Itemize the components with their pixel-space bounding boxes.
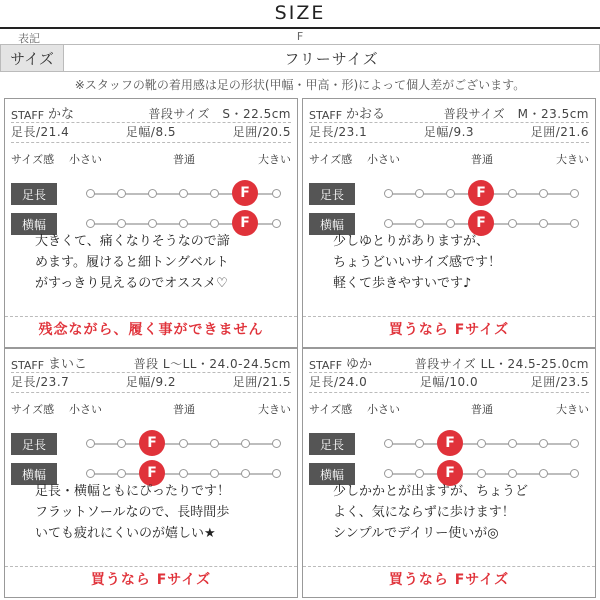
staff-name: ゆか — [346, 357, 373, 372]
length-row-label: 足長 — [11, 433, 57, 455]
length-row-label: 足長 — [309, 183, 355, 205]
staff-name: かおる — [346, 107, 386, 122]
scale-dot — [508, 189, 517, 198]
purchase-verdict: 買うなら Fサイズ — [303, 316, 595, 343]
scale-dot — [272, 469, 281, 478]
scale-large-label: 大きい — [258, 403, 291, 416]
width-row-label: 横幅 — [11, 213, 57, 235]
scale-dot — [570, 439, 579, 448]
scale-dot — [179, 469, 188, 478]
scale-dot — [86, 469, 95, 478]
scale-dot — [508, 439, 517, 448]
staff-tag: STAFF — [11, 109, 45, 122]
scale-dot — [539, 219, 548, 228]
scale-dot — [446, 219, 455, 228]
scale-dot — [117, 189, 126, 198]
staff-card — [4, 348, 298, 598]
scale-dot — [86, 189, 95, 198]
divider — [309, 392, 589, 393]
foot-girth: 足囲/20.5 — [232, 125, 291, 139]
scale-dot — [446, 189, 455, 198]
scale-dot — [570, 219, 579, 228]
scale-dot — [384, 189, 393, 198]
scale-small-label: 小さい — [69, 153, 102, 166]
staff-comment: 大きくて、痛くなりそうなので諦 めます。履けると細トングベルト がすっきり見えるのでオススメ♡ — [35, 234, 230, 291]
staff-card — [4, 98, 298, 348]
scale-small-label: 小さい — [367, 403, 400, 416]
scale-dot — [86, 219, 95, 228]
scale-dot — [148, 219, 157, 228]
foot-width: 足幅/9.3 — [423, 125, 475, 139]
scale-dot — [415, 219, 424, 228]
width-row-label: 横幅 — [11, 463, 57, 485]
size-feel-label: サイズ感 — [11, 403, 55, 416]
fit-marker: F — [232, 180, 258, 206]
fit-marker: F — [437, 430, 463, 456]
scale-dot — [272, 189, 281, 198]
scale-dot — [179, 189, 188, 198]
usual-size: 普段サイズ M・23.5cm — [443, 107, 589, 121]
usual-size: 普段 L〜LL・24.0-24.5cm — [133, 357, 291, 371]
staff-comment: 足長・横幅ともにぴったりです！ フラットソールなので、長時間歩 いても疲れにくいのが嬉しい★ — [35, 484, 231, 541]
fit-marker: F — [437, 460, 463, 486]
scale-dot — [415, 439, 424, 448]
scale-normal-label: 普通 — [471, 153, 493, 166]
foot-measurements — [309, 123, 589, 141]
fit-marker: F — [468, 180, 494, 206]
scale-dot — [415, 469, 424, 478]
staff-header — [309, 354, 589, 372]
usual-size: 普段サイズ S・22.5cm — [148, 107, 291, 121]
staff-header — [309, 104, 589, 122]
size-feel-label: サイズ感 — [11, 153, 55, 166]
staff-header — [11, 104, 291, 122]
length-row-label: 足長 — [309, 433, 355, 455]
notation-label: 表記 — [18, 32, 40, 45]
title-divider — [0, 27, 600, 29]
scale-dot — [477, 469, 486, 478]
staff-header — [11, 354, 291, 372]
length-row-label: 足長 — [11, 183, 57, 205]
foot-width: 足幅/10.0 — [419, 375, 479, 389]
staff-name: かな — [48, 107, 75, 122]
scale-dot — [210, 189, 219, 198]
length-scale — [383, 433, 579, 455]
scale-dot — [508, 219, 517, 228]
scale-dot — [570, 189, 579, 198]
width-row-label: 横幅 — [309, 463, 355, 485]
scale-dot — [539, 189, 548, 198]
size-value: フリーサイズ — [284, 49, 379, 68]
scale-dot — [210, 219, 219, 228]
foot-length: 足長/24.0 — [309, 375, 368, 389]
scale-small-label: 小さい — [69, 403, 102, 416]
scale-dot — [272, 439, 281, 448]
fit-marker: F — [139, 460, 165, 486]
scale-dot — [539, 469, 548, 478]
foot-measurements — [11, 123, 291, 141]
scale-dot — [117, 219, 126, 228]
foot-girth: 足囲/23.5 — [530, 375, 589, 389]
foot-length: 足長/23.7 — [11, 375, 70, 389]
scale-dot — [241, 469, 250, 478]
scale-dot — [117, 469, 126, 478]
length-scale — [383, 183, 579, 205]
scale-normal-label: 普通 — [471, 403, 493, 416]
scale-dot — [210, 439, 219, 448]
scale-dot — [384, 219, 393, 228]
scale-dot — [477, 439, 486, 448]
scale-dot — [241, 439, 250, 448]
scale-dot — [272, 219, 281, 228]
purchase-verdict: 残念ながら、履く事ができません — [5, 316, 297, 343]
staff-tag: STAFF — [11, 359, 45, 372]
page-title: SIZE — [274, 2, 326, 24]
divider — [11, 392, 291, 393]
usual-size: 普段サイズ LL・24.5-25.0cm — [414, 357, 589, 371]
staff-tag: STAFF — [309, 359, 343, 372]
fit-marker: F — [232, 210, 258, 236]
size-label: サイズ — [1, 45, 64, 71]
scale-dot — [117, 439, 126, 448]
scale-dot — [210, 469, 219, 478]
divider — [11, 142, 291, 143]
foot-girth: 足囲/21.5 — [232, 375, 291, 389]
fit-marker: F — [468, 210, 494, 236]
scale-large-label: 大きい — [556, 403, 589, 416]
size-row — [0, 44, 600, 72]
scale-normal-label: 普通 — [173, 153, 195, 166]
notation-value: F — [296, 30, 304, 43]
size-feel-label: サイズ感 — [309, 153, 353, 166]
scale-small-label: 小さい — [367, 153, 400, 166]
scale-dot — [179, 439, 188, 448]
fit-disclaimer: ※スタッフの靴の着用感は足の形状(甲幅・甲高・形)によって個人差がございます。 — [74, 78, 526, 92]
size-feel-label: サイズ感 — [309, 403, 353, 416]
scale-dot — [508, 469, 517, 478]
purchase-verdict: 買うなら Fサイズ — [5, 566, 297, 593]
staff-tag: STAFF — [309, 109, 343, 122]
foot-girth: 足囲/21.6 — [530, 125, 589, 139]
foot-measurements — [309, 373, 589, 391]
staff-comment: 少しゆとりがありますが、 ちょうどいいサイズ感です！ 軽くて歩きやすいです♪ — [333, 234, 501, 291]
scale-dot — [539, 439, 548, 448]
divider — [309, 142, 589, 143]
purchase-verdict: 買うなら Fサイズ — [303, 566, 595, 593]
staff-card — [302, 98, 596, 348]
scale-dot — [384, 439, 393, 448]
staff-name: まいこ — [48, 357, 88, 372]
foot-measurements — [11, 373, 291, 391]
scale-normal-label: 普通 — [173, 403, 195, 416]
foot-width: 足幅/8.5 — [125, 125, 177, 139]
scale-dot — [415, 189, 424, 198]
scale-dot — [384, 469, 393, 478]
width-row-label: 横幅 — [309, 213, 355, 235]
scale-large-label: 大きい — [258, 153, 291, 166]
scale-large-label: 大きい — [556, 153, 589, 166]
scale-dot — [86, 439, 95, 448]
fit-marker: F — [139, 430, 165, 456]
scale-dot — [148, 189, 157, 198]
length-scale — [85, 183, 281, 205]
scale-dot — [179, 219, 188, 228]
scale-dot — [570, 469, 579, 478]
staff-comment: 少しかかとが出ますが、ちょうど よく、気にならずに歩けます！ シンプルでデイリー使いが◎ — [333, 484, 529, 541]
foot-width: 足幅/9.2 — [125, 375, 177, 389]
foot-length: 足長/21.4 — [11, 125, 70, 139]
length-scale — [85, 433, 281, 455]
foot-length: 足長/23.1 — [309, 125, 368, 139]
staff-card — [302, 348, 596, 598]
